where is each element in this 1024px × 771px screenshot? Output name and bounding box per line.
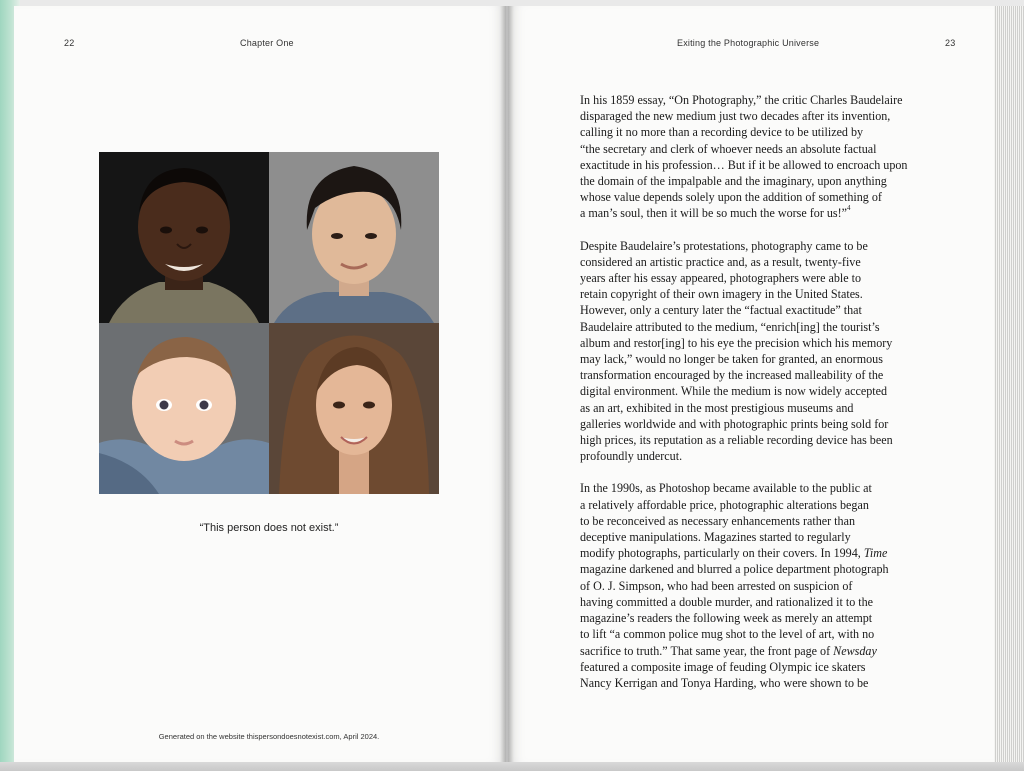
text-line: magazine’s readers the following week as merely an attempt bbox=[580, 611, 873, 626]
text-line: calling it no more than a recording device to be utilized by bbox=[580, 125, 864, 140]
text-line: as an art, exhibited in the most prestigious museums and bbox=[580, 400, 854, 415]
book-gutter bbox=[500, 6, 514, 762]
newspaper-title-newsday: Newsday bbox=[833, 643, 877, 658]
text-line: digital environment. While the medium is now widely accepted bbox=[580, 384, 888, 399]
text-line: album and restor[ing] to his eye the precision which his memory bbox=[580, 335, 893, 350]
text-line: deceptive manipulations. Magazines started to regularly bbox=[580, 530, 851, 545]
magazine-title-time: Time bbox=[863, 546, 888, 561]
text-line: magazine darkened and blurred a police department photograph bbox=[580, 562, 889, 577]
page-stack-edge bbox=[994, 6, 1024, 762]
face-photo-woman bbox=[269, 323, 439, 494]
text-line: the domain of the impalpable and the imaginary, upon anything bbox=[580, 174, 887, 189]
paragraph-3 bbox=[580, 480, 930, 691]
face-photo-baby bbox=[99, 323, 269, 494]
text-line: However, only a century later the “factual exactitude” that bbox=[580, 303, 862, 318]
body-text bbox=[580, 92, 930, 707]
text-line: disparaged the new medium just two decades after its invention, bbox=[580, 109, 891, 124]
text-line: Despite Baudelaire’s protestations, photography came to be bbox=[580, 238, 868, 253]
text-line-content: sacrifice to truth.” That same year, the front page of bbox=[580, 643, 834, 658]
text-line: profoundly undercut. bbox=[580, 449, 683, 464]
text-line: whose value depends solely upon the addition of something of bbox=[580, 190, 882, 205]
left-running-head: Chapter One bbox=[240, 38, 294, 48]
text-line: “the secretary and clerk of whoever needs an absolute factual bbox=[580, 141, 877, 156]
text-line: to be reconceived as necessary enhancements rather than bbox=[580, 513, 855, 528]
text-line: In the 1990s, as Photoshop became available to the public at bbox=[580, 481, 872, 496]
paragraph-1 bbox=[580, 92, 930, 222]
face-photo-man bbox=[99, 152, 269, 323]
footnote-marker: 4 bbox=[847, 204, 851, 213]
text-line bbox=[580, 643, 930, 659]
right-running-head: Exiting the Photographic Universe bbox=[677, 38, 820, 48]
text-line: a relatively affordable price, photographic alterations began bbox=[580, 497, 869, 512]
text-line: In his 1859 essay, “On Photography,” the critic Charles Baudelaire bbox=[580, 93, 903, 107]
generated-faces-figure bbox=[99, 152, 439, 494]
face-photo-young-person bbox=[269, 152, 439, 323]
paragraph-2 bbox=[580, 238, 930, 465]
text-line: years after his essay appeared, photographers were able to bbox=[580, 271, 862, 286]
text-line: to lift “a common police mug shot to the level of art, with no bbox=[580, 627, 875, 642]
text-line: of O. J. Simpson, who had been arrested on suspicion of bbox=[580, 578, 853, 593]
book-bottom-edge bbox=[0, 762, 1024, 771]
text-line-content: modify photographs, particularly on their covers. In 1994, bbox=[580, 546, 864, 561]
text-line: considered an artistic practice and, as a result, twenty-five bbox=[580, 254, 861, 269]
text-line: exactitude in his profession… But if it be allowed to encroach upon bbox=[580, 157, 908, 172]
text-line bbox=[580, 205, 930, 221]
text-line: having committed a double murder, and rationalized it to the bbox=[580, 594, 874, 609]
figure-source-note: Generated on the website thispersondoesnotexist.com, April 2024. bbox=[158, 732, 380, 741]
figure-caption: “This person does not exist.” bbox=[199, 522, 339, 534]
text-line-content: a man’s soul, then it will be so much the worse for us!” bbox=[580, 206, 848, 221]
left-page-number: 22 bbox=[64, 38, 75, 48]
text-line: retain copyright of their own imagery in the United States. bbox=[580, 287, 863, 302]
text-line: Baudelaire attributed to the medium, “enrich[ing] the tourist’s bbox=[580, 319, 880, 334]
text-line: transformation encouraged by the increased malleability of the bbox=[580, 368, 884, 383]
right-page-number: 23 bbox=[945, 38, 956, 48]
text-line: galleries worldwide and with photographic prints being sold for bbox=[580, 416, 889, 431]
text-line bbox=[580, 545, 930, 561]
text-line: Nancy Kerrigan and Tonya Harding, who were shown to be bbox=[580, 675, 869, 690]
text-line: may lack,” would no longer be taken for granted, an enormous bbox=[580, 352, 883, 367]
text-line: high prices, its reputation as a reliable recording device has been bbox=[580, 433, 893, 448]
text-line: featured a composite image of feuding Olympic ice skaters bbox=[580, 659, 866, 674]
